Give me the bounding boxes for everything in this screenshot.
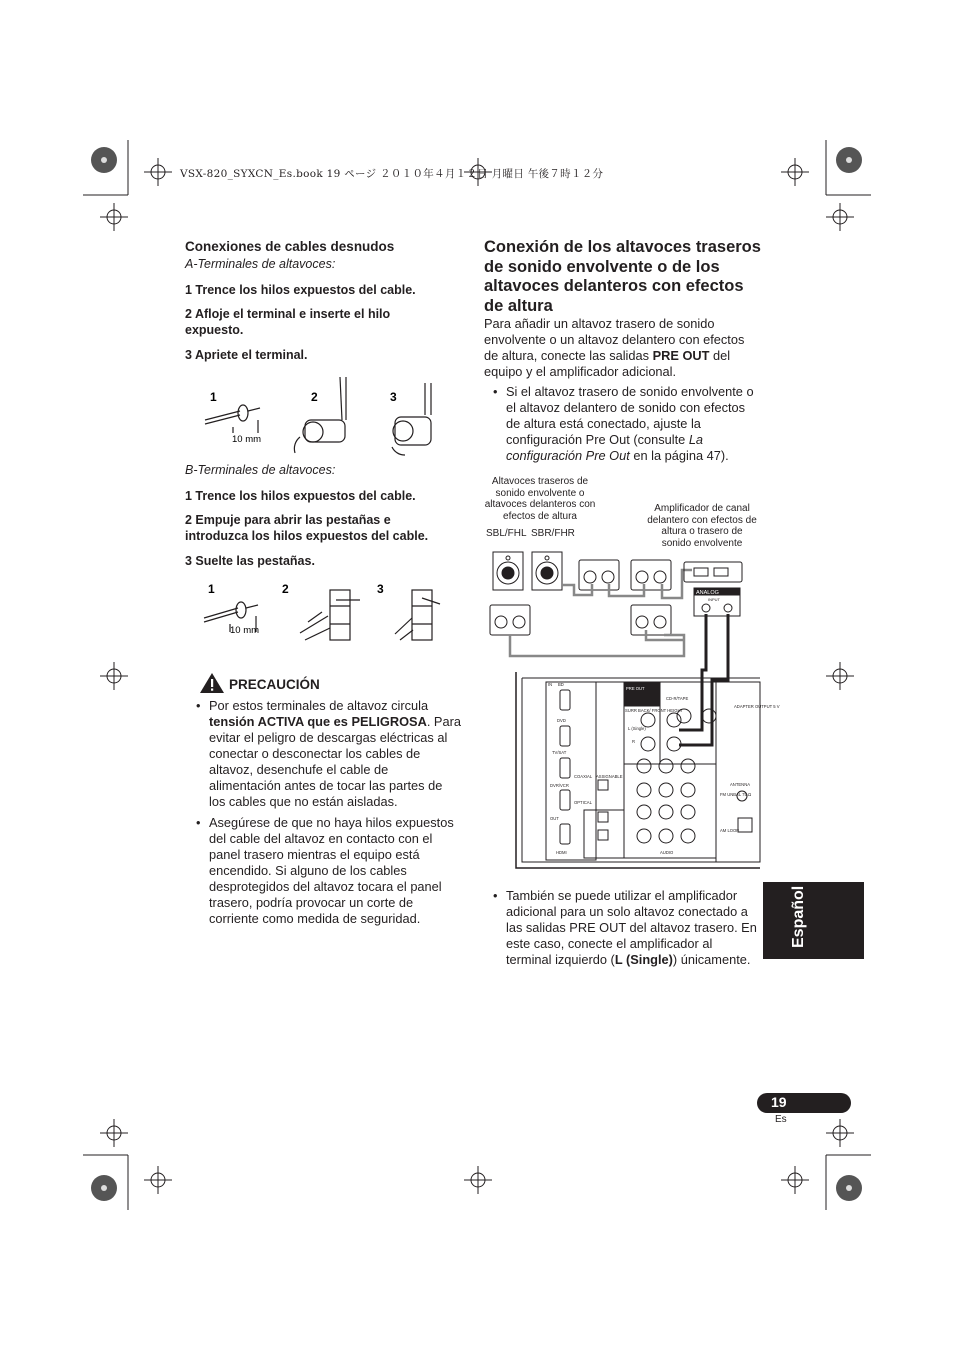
b-step-3: 3 Suelte las pestañas. <box>185 554 315 568</box>
fig-a-num-1: 1 <box>210 390 217 404</box>
fig-b-num-3: 3 <box>377 582 384 596</box>
input-label: INPUT <box>708 597 720 602</box>
bare-wire-title: Conexiones de cables desnudos <box>185 239 395 254</box>
caution-item-2: • Asegúrese de que no haya hilos expuestos del cable del altavoz en contacto con el panel trasero mientras el equipo está encendido. Si alguno de los cables desprotegidos del altavoz tocara el panel trasero, podría provocar un corte de corriente como medida de seguridad. <box>209 815 461 927</box>
sbr-label: SBR/FHR <box>531 528 575 539</box>
a-terminals-label: A-Terminales de altavoces: <box>185 257 336 271</box>
svg-text:HDMI: HDMI <box>556 850 567 855</box>
svg-text:BD: BD <box>558 682 564 687</box>
svg-text:ASSIGNABLE: ASSIGNABLE <box>596 774 623 779</box>
svg-text:OPTICAL: OPTICAL <box>574 800 592 805</box>
caution-item-1: • Por estos terminales de altavoz circula tensión ACTIVA que es PELIGROSA. Para evitar el peligro de descargas eléctricas al conectar o desconectar los cables de altavoz, desenchufe el cable de alimentación antes de tocar las partes de los cables que no están aisladas. <box>209 698 461 810</box>
svg-text:AM LOOP: AM LOOP <box>720 828 740 833</box>
page-number-badge <box>757 1093 851 1113</box>
fig-a-num-3: 3 <box>390 390 397 404</box>
warning-icon <box>199 672 225 694</box>
b-terminals-label: B-Terminales de altavoces: <box>185 463 336 477</box>
page-number: 19 <box>771 1094 787 1110</box>
svg-text:DVR/VCR: DVR/VCR <box>550 783 569 788</box>
svg-text:PRE OUT: PRE OUT <box>626 686 645 691</box>
connection-diagram <box>484 540 780 880</box>
file-header: VSX-820_SYXCN_Es.book 19 ページ ２０１０年４月１２日 月曜日 午後７時１２分 <box>180 168 604 180</box>
bullet-single-amp: • También se puede utilizar el amplificador adicional para un solo altavoz conectado a las salidas PRE OUT del altavoz trasero. En este caso, conecte el amplificador al terminal izquierdo (L (Single)) únicamente. <box>506 888 758 968</box>
figure-b-terminals <box>200 578 460 658</box>
svg-text:CD-R/TAPE: CD-R/TAPE <box>666 696 689 701</box>
svg-text:ANTENNA: ANTENNA <box>730 782 751 787</box>
section-title: Conexión de los altavoces traseros de sonido envolvente o de los altavoces delanteros con efectos de altura <box>484 238 761 315</box>
svg-text:COAXIAL: COAXIAL <box>574 774 593 779</box>
bullet-pre-out-setting: • Si el altavoz trasero de sonido envolvente o el altavoz delantero de sonido con efectos de altura está conectado, ajuste la configuración Pre Out (consulte La configuración Pre Out en la página 47). <box>506 384 758 464</box>
svg-text:DVD: DVD <box>557 718 566 723</box>
sbl-label: SBL/FHL <box>486 528 527 539</box>
fig-b-mm: 10 mm <box>230 625 260 636</box>
svg-text:R: R <box>632 739 636 744</box>
svg-text:FM UNBAL 75 Ω: FM UNBAL 75 Ω <box>720 792 752 797</box>
a-step-2: 2 Afloje el terminal e inserte el hilo expuesto. <box>185 307 391 337</box>
fig-a-num-2: 2 <box>311 390 318 404</box>
svg-text:L (Single): L (Single) <box>628 726 646 731</box>
fig-a-mm: 10 mm <box>232 434 262 445</box>
svg-text:ADAPTER OUTPUT 5 V: ADAPTER OUTPUT 5 V <box>734 704 780 709</box>
amplifier-label: Amplificador de canal delantero con efectos de altura o trasero de sonido envolvente <box>647 503 757 549</box>
b-step-2: 2 Empuje para abrir las pestañas e introduzca los hilos expuestos del cable. <box>185 513 429 543</box>
svg-text:OUT: OUT <box>550 816 559 821</box>
caution-title: PRECAUCIÓN <box>229 677 320 692</box>
b-step-1: 1 Trence los hilos expuestos del cable. <box>185 489 416 503</box>
language-tab <box>763 882 864 959</box>
intro-paragraph: Para añadir un altavoz trasero de sonido envolvente o un altavoz delantero con efectos de altura, conecte las salidas PRE OUT del equipo y el amplificador adicional. <box>484 316 745 379</box>
language-tab-label: Español <box>790 885 807 948</box>
language-code: Es <box>775 1114 787 1125</box>
speakers-label: Altavoces traseros de sonido envolvente o altavoces delanteros con efectos de altura <box>484 476 596 522</box>
a-step-1: 1 Trence los hilos expuestos del cable. <box>185 283 416 297</box>
svg-text:AUDIO: AUDIO <box>660 850 674 855</box>
fig-b-num-1: 1 <box>208 582 215 596</box>
figure-a-terminals <box>200 375 460 460</box>
svg-text:TV/SAT: TV/SAT <box>552 750 567 755</box>
a-step-3: 3 Apriete el terminal. <box>185 348 308 362</box>
svg-text:IN: IN <box>548 682 553 687</box>
fig-b-num-2: 2 <box>282 582 289 596</box>
analog-label: ANALOG <box>696 590 719 596</box>
svg-text:SURR BACK/ FRONT HEIGHT: SURR BACK/ FRONT HEIGHT <box>625 708 684 713</box>
